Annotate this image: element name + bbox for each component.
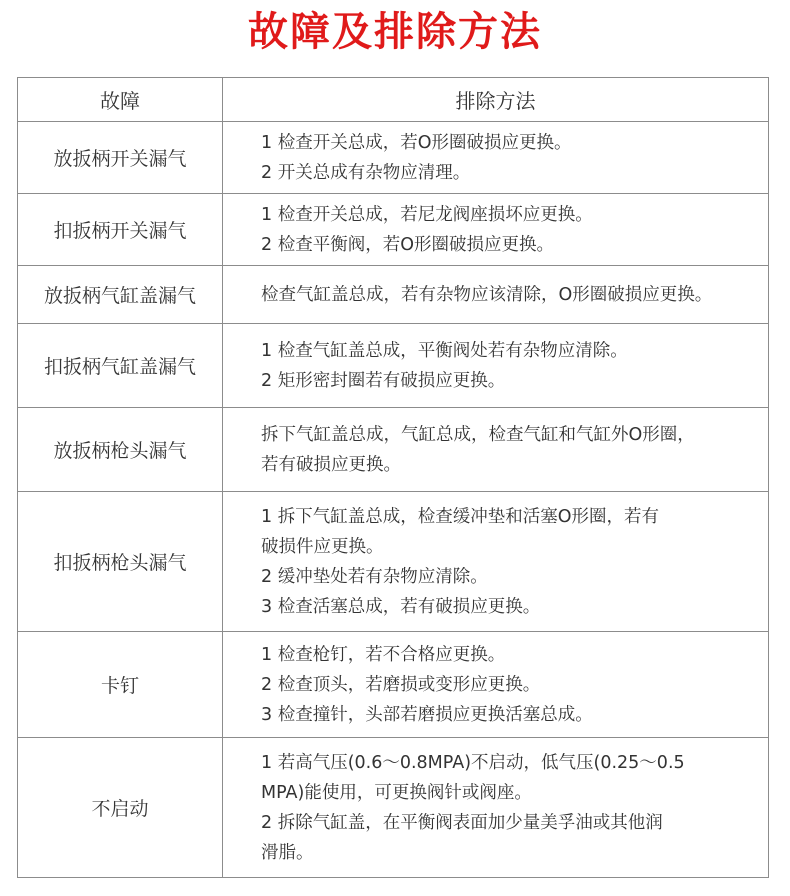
fault-cell: 卡钉 — [18, 632, 223, 738]
method-line: 3 检查撞针，头部若磨损应更换活塞总成。 — [261, 704, 593, 725]
method-line: 2 检查平衡阀，若O形圈破损应更换。 — [261, 234, 554, 255]
table-row — [18, 492, 769, 632]
method-line: 2 检查顶头，若磨损或变形应更换。 — [261, 674, 541, 695]
method-cell — [223, 492, 769, 632]
method-cell — [223, 738, 769, 878]
method-line: 若有破损应更换。 — [261, 454, 401, 475]
method-cell — [223, 324, 769, 408]
fault-cell: 扣扳柄枪头漏气 — [18, 492, 223, 632]
method-line: 拆下气缸盖总成，气缸总成，检查气缸和气缸外O形圈， — [261, 424, 695, 445]
table-header-row — [18, 78, 769, 122]
column-header-fault: 故障 — [18, 78, 223, 122]
method-line: 1 若高气压(0.6～0.8MPA)不启动，低气压(0.25～0.5 — [261, 752, 685, 773]
method-line: 2 拆除气缸盖，在平衡阀表面加少量美孚油或其他润 — [261, 812, 663, 833]
method-line: 3 检查活塞总成，若有破损应更换。 — [261, 596, 541, 617]
method-line: 1 检查开关总成，若O形圈破损应更换。 — [261, 132, 572, 153]
table-row — [18, 408, 769, 492]
column-header-method: 排除方法 — [223, 78, 769, 122]
method-cell — [223, 408, 769, 492]
table-row — [18, 194, 769, 266]
method-line: 破损件应更换。 — [261, 536, 384, 557]
method-line: 检查气缸盖总成，若有杂物应该清除，O形圈破损应更换。 — [261, 284, 713, 305]
method-cell — [223, 266, 769, 324]
method-line: 2 开关总成有杂物应清理。 — [261, 162, 471, 183]
troubleshooting-table — [17, 77, 769, 878]
method-line: 1 检查枪钉，若不合格应更换。 — [261, 644, 506, 665]
fault-cell: 扣扳柄开关漏气 — [18, 194, 223, 266]
fault-cell: 扣扳柄气缸盖漏气 — [18, 324, 223, 408]
table-row — [18, 738, 769, 878]
method-line: 2 缓冲垫处若有杂物应清除。 — [261, 566, 488, 587]
fault-cell: 不启动 — [18, 738, 223, 878]
method-line: MPA)能使用，可更换阀针或阀座。 — [261, 782, 532, 803]
method-line: 1 检查气缸盖总成，平衡阀处若有杂物应清除。 — [261, 340, 628, 361]
method-cell — [223, 122, 769, 194]
table-row — [18, 324, 769, 408]
table-row — [18, 122, 769, 194]
method-line: 2 矩形密封圈若有破损应更换。 — [261, 370, 506, 391]
method-cell — [223, 632, 769, 738]
table-row — [18, 632, 769, 738]
method-cell — [223, 194, 769, 266]
fault-cell: 放扳柄开关漏气 — [18, 122, 223, 194]
table-row — [18, 266, 769, 324]
method-line: 1 检查开关总成，若尼龙阀座损坏应更换。 — [261, 204, 593, 225]
fault-cell: 放扳柄气缸盖漏气 — [18, 266, 223, 324]
page-title: 故障及排除方法 — [248, 9, 542, 55]
method-line: 1 拆下气缸盖总成，检查缓冲垫和活塞O形圈，若有 — [261, 506, 659, 527]
method-line: 滑脂。 — [261, 842, 314, 863]
fault-cell: 放扳柄枪头漏气 — [18, 408, 223, 492]
